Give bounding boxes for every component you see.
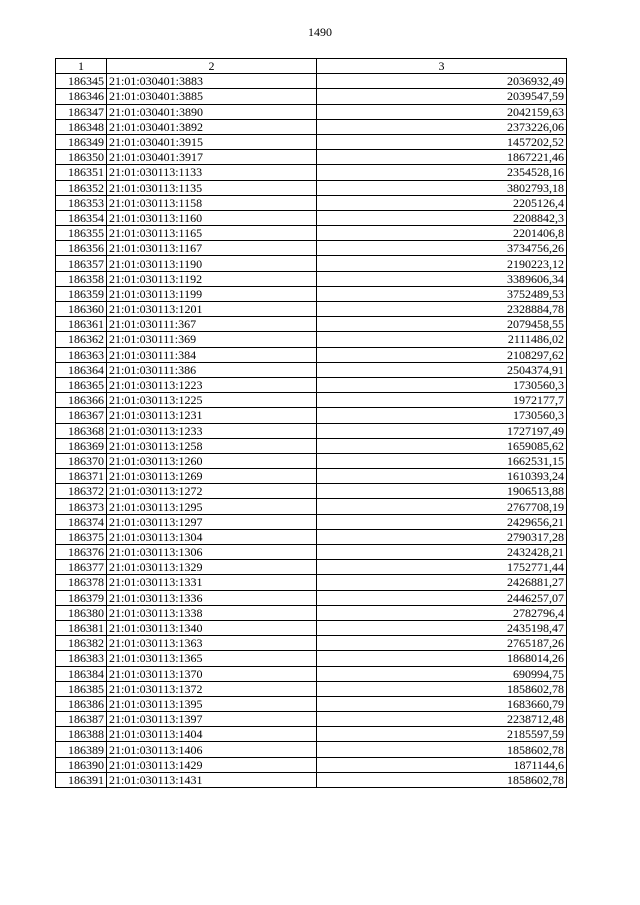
row-index-cell: 186387 — [56, 712, 107, 727]
cadastral-value-cell: 1972177,7 — [317, 393, 567, 408]
cadastral-value-cell: 1906513,88 — [317, 484, 567, 499]
table-row — [56, 651, 567, 666]
table-row — [56, 332, 567, 347]
cadastral-value-cell: 1858602,78 — [317, 742, 567, 757]
row-index-cell: 186371 — [56, 469, 107, 484]
cadastral-value-cell: 2767708,19 — [317, 499, 567, 514]
row-index-cell: 186384 — [56, 666, 107, 681]
row-index-cell: 186350 — [56, 150, 107, 165]
cadastral-value-cell: 1683660,79 — [317, 696, 567, 711]
cadastral-number-cell: 21:01:030111:384 — [107, 347, 317, 362]
row-index-cell: 186362 — [56, 332, 107, 347]
row-index-cell: 186351 — [56, 165, 107, 180]
cadastral-number-cell: 21:01:030401:3885 — [107, 89, 317, 104]
table-row — [56, 469, 567, 484]
table-row — [56, 408, 567, 423]
cadastral-value-cell: 1730560,3 — [317, 377, 567, 392]
cadastral-value-cell: 2185597,59 — [317, 727, 567, 742]
cadastral-number-cell: 21:01:030113:1340 — [107, 620, 317, 635]
row-index-cell: 186346 — [56, 89, 107, 104]
row-index-cell: 186354 — [56, 210, 107, 225]
row-index-cell: 186356 — [56, 241, 107, 256]
row-index-cell: 186388 — [56, 727, 107, 742]
row-index-cell: 186378 — [56, 575, 107, 590]
cadastral-value-cell: 2432428,21 — [317, 545, 567, 560]
cadastral-number-cell: 21:01:030113:1404 — [107, 727, 317, 742]
cadastral-number-cell: 21:01:030113:1372 — [107, 681, 317, 696]
cadastral-number-cell: 21:01:030113:1231 — [107, 408, 317, 423]
table-row — [56, 89, 567, 104]
row-index-cell: 186375 — [56, 529, 107, 544]
row-index-cell: 186374 — [56, 514, 107, 529]
table-row — [56, 74, 567, 89]
cadastral-value-cell: 2201406,8 — [317, 226, 567, 241]
table-row — [56, 271, 567, 286]
table-row — [56, 590, 567, 605]
cadastral-value-cell: 3802793,18 — [317, 180, 567, 195]
table-row — [56, 165, 567, 180]
cadastral-number-cell: 21:01:030113:1192 — [107, 271, 317, 286]
cadastral-value-cell: 2208842,3 — [317, 210, 567, 225]
table-row — [56, 545, 567, 560]
cadastral-number-cell: 21:01:030113:1331 — [107, 575, 317, 590]
row-index-cell: 186364 — [56, 362, 107, 377]
cadastral-number-cell: 21:01:030113:1429 — [107, 757, 317, 772]
table-row — [56, 666, 567, 681]
cadastral-value-cell: 2765187,26 — [317, 636, 567, 651]
row-index-cell: 186347 — [56, 104, 107, 119]
cadastral-value-cell: 3389606,34 — [317, 271, 567, 286]
cadastral-value-cell: 2504374,91 — [317, 362, 567, 377]
cadastral-value-cell: 2435198,47 — [317, 620, 567, 635]
cadastral-number-cell: 21:01:030113:1199 — [107, 286, 317, 301]
table-row — [56, 453, 567, 468]
cadastral-number-cell: 21:01:030113:1370 — [107, 666, 317, 681]
table-row — [56, 104, 567, 119]
cadastral-number-cell: 21:01:030113:1395 — [107, 696, 317, 711]
cadastral-value-cell: 2108297,62 — [317, 347, 567, 362]
cadastral-value-cell: 1867221,46 — [317, 150, 567, 165]
table-row — [56, 317, 567, 332]
table-row — [56, 712, 567, 727]
cadastral-number-cell: 21:01:030113:1297 — [107, 514, 317, 529]
table-row — [56, 377, 567, 392]
column-header-index: 1 — [56, 59, 107, 74]
table-row — [56, 529, 567, 544]
cadastral-value-cell: 1659085,62 — [317, 438, 567, 453]
table-row — [56, 226, 567, 241]
cadastral-value-cell: 2039547,59 — [317, 89, 567, 104]
table-row — [56, 636, 567, 651]
cadastral-value-cell: 3752489,53 — [317, 286, 567, 301]
table-row — [56, 772, 567, 787]
row-index-cell: 186360 — [56, 302, 107, 317]
cadastral-value-table — [55, 58, 567, 788]
row-index-cell: 186352 — [56, 180, 107, 195]
row-index-cell: 186389 — [56, 742, 107, 757]
table-row — [56, 757, 567, 772]
cadastral-number-cell: 21:01:030113:1258 — [107, 438, 317, 453]
row-index-cell: 186345 — [56, 74, 107, 89]
row-index-cell: 186353 — [56, 195, 107, 210]
cadastral-value-cell: 2190223,12 — [317, 256, 567, 271]
cadastral-value-cell: 1858602,78 — [317, 772, 567, 787]
cadastral-value-cell: 2354528,16 — [317, 165, 567, 180]
row-index-cell: 186373 — [56, 499, 107, 514]
cadastral-number-cell: 21:01:030113:1365 — [107, 651, 317, 666]
column-header-value: 3 — [317, 59, 567, 74]
table-row — [56, 286, 567, 301]
cadastral-value-cell: 2036932,49 — [317, 74, 567, 89]
table-header-row — [56, 59, 567, 74]
cadastral-value-cell: 2782796,4 — [317, 605, 567, 620]
cadastral-value-cell: 2042159,63 — [317, 104, 567, 119]
cadastral-value-cell: 1871144,6 — [317, 757, 567, 772]
row-index-cell: 186358 — [56, 271, 107, 286]
cadastral-number-cell: 21:01:030111:367 — [107, 317, 317, 332]
cadastral-value-cell: 2328884,78 — [317, 302, 567, 317]
row-index-cell: 186390 — [56, 757, 107, 772]
row-index-cell: 186355 — [56, 226, 107, 241]
cadastral-number-cell: 21:01:030113:1260 — [107, 453, 317, 468]
row-index-cell: 186391 — [56, 772, 107, 787]
row-index-cell: 186372 — [56, 484, 107, 499]
table-row — [56, 605, 567, 620]
table-row — [56, 119, 567, 134]
table-row — [56, 347, 567, 362]
cadastral-value-cell: 2790317,28 — [317, 529, 567, 544]
cadastral-number-cell: 21:01:030113:1431 — [107, 772, 317, 787]
table-row — [56, 423, 567, 438]
row-index-cell: 186348 — [56, 119, 107, 134]
row-index-cell: 186383 — [56, 651, 107, 666]
row-index-cell: 186379 — [56, 590, 107, 605]
cadastral-value-cell: 1727197,49 — [317, 423, 567, 438]
row-index-cell: 186370 — [56, 453, 107, 468]
cadastral-number-cell: 21:01:030113:1406 — [107, 742, 317, 757]
cadastral-value-cell: 1457202,52 — [317, 134, 567, 149]
cadastral-number-cell: 21:01:030401:3890 — [107, 104, 317, 119]
cadastral-value-cell: 1868014,26 — [317, 651, 567, 666]
table-row — [56, 302, 567, 317]
table-row — [56, 681, 567, 696]
row-index-cell: 186369 — [56, 438, 107, 453]
table-row — [56, 696, 567, 711]
cadastral-number-cell: 21:01:030113:1160 — [107, 210, 317, 225]
row-index-cell: 186361 — [56, 317, 107, 332]
cadastral-number-cell: 21:01:030113:1363 — [107, 636, 317, 651]
row-index-cell: 186349 — [56, 134, 107, 149]
row-index-cell: 186359 — [56, 286, 107, 301]
row-index-cell: 186382 — [56, 636, 107, 651]
table-row — [56, 256, 567, 271]
page-number: 1490 — [308, 25, 332, 39]
cadastral-value-cell: 1662531,15 — [317, 453, 567, 468]
table-row — [56, 484, 567, 499]
row-index-cell: 186386 — [56, 696, 107, 711]
cadastral-number-cell: 21:01:030113:1295 — [107, 499, 317, 514]
table-body — [56, 74, 567, 788]
row-index-cell: 186365 — [56, 377, 107, 392]
cadastral-number-cell: 21:01:030113:1165 — [107, 226, 317, 241]
cadastral-value-cell: 1858602,78 — [317, 681, 567, 696]
table-row — [56, 241, 567, 256]
cadastral-number-cell: 21:01:030401:3883 — [107, 74, 317, 89]
cadastral-number-cell: 21:01:030401:3915 — [107, 134, 317, 149]
row-index-cell: 186368 — [56, 423, 107, 438]
cadastral-number-cell: 21:01:030113:1336 — [107, 590, 317, 605]
cadastral-number-cell: 21:01:030401:3892 — [107, 119, 317, 134]
table-row — [56, 560, 567, 575]
cadastral-value-cell: 2446257,07 — [317, 590, 567, 605]
cadastral-number-cell: 21:01:030111:386 — [107, 362, 317, 377]
cadastral-number-cell: 21:01:030113:1269 — [107, 469, 317, 484]
cadastral-number-cell: 21:01:030111:369 — [107, 332, 317, 347]
cadastral-number-cell: 21:01:030113:1135 — [107, 180, 317, 195]
cadastral-value-cell: 1752771,44 — [317, 560, 567, 575]
row-index-cell: 186367 — [56, 408, 107, 423]
table-row — [56, 210, 567, 225]
table-row — [56, 393, 567, 408]
cadastral-value-cell: 3734756,26 — [317, 241, 567, 256]
cadastral-number-cell: 21:01:030113:1306 — [107, 545, 317, 560]
cadastral-number-cell: 21:01:030113:1133 — [107, 165, 317, 180]
cadastral-value-cell: 2373226,06 — [317, 119, 567, 134]
cadastral-number-cell: 21:01:030113:1225 — [107, 393, 317, 408]
column-header-cadastral-number: 2 — [107, 59, 317, 74]
cadastral-number-cell: 21:01:030113:1223 — [107, 377, 317, 392]
table-row — [56, 134, 567, 149]
table-row — [56, 620, 567, 635]
cadastral-value-cell: 2426881,27 — [317, 575, 567, 590]
row-index-cell: 186363 — [56, 347, 107, 362]
cadastral-number-cell: 21:01:030113:1397 — [107, 712, 317, 727]
cadastral-number-cell: 21:01:030113:1190 — [107, 256, 317, 271]
row-index-cell: 186377 — [56, 560, 107, 575]
cadastral-value-cell: 2079458,55 — [317, 317, 567, 332]
table-row — [56, 180, 567, 195]
row-index-cell: 186381 — [56, 620, 107, 635]
cadastral-number-cell: 21:01:030113:1201 — [107, 302, 317, 317]
table-row — [56, 727, 567, 742]
table-row — [56, 499, 567, 514]
table-row — [56, 575, 567, 590]
row-index-cell: 186366 — [56, 393, 107, 408]
table-row — [56, 742, 567, 757]
cadastral-number-cell: 21:01:030113:1158 — [107, 195, 317, 210]
cadastral-value-cell: 2238712,48 — [317, 712, 567, 727]
table-row — [56, 438, 567, 453]
cadastral-number-cell: 21:01:030113:1304 — [107, 529, 317, 544]
cadastral-number-cell: 21:01:030401:3917 — [107, 150, 317, 165]
cadastral-value-cell: 1730560,3 — [317, 408, 567, 423]
cadastral-number-cell: 21:01:030113:1329 — [107, 560, 317, 575]
row-index-cell: 186357 — [56, 256, 107, 271]
row-index-cell: 186380 — [56, 605, 107, 620]
table-row — [56, 195, 567, 210]
table-row — [56, 362, 567, 377]
cadastral-number-cell: 21:01:030113:1338 — [107, 605, 317, 620]
cadastral-value-cell: 690994,75 — [317, 666, 567, 681]
row-index-cell: 186376 — [56, 545, 107, 560]
cadastral-number-cell: 21:01:030113:1233 — [107, 423, 317, 438]
cadastral-number-cell: 21:01:030113:1272 — [107, 484, 317, 499]
cadastral-value-cell: 2205126,4 — [317, 195, 567, 210]
cadastral-value-cell: 2111486,02 — [317, 332, 567, 347]
cadastral-value-cell: 1610393,24 — [317, 469, 567, 484]
table-row — [56, 514, 567, 529]
row-index-cell: 186385 — [56, 681, 107, 696]
cadastral-value-cell: 2429656,21 — [317, 514, 567, 529]
cadastral-number-cell: 21:01:030113:1167 — [107, 241, 317, 256]
table-row — [56, 150, 567, 165]
